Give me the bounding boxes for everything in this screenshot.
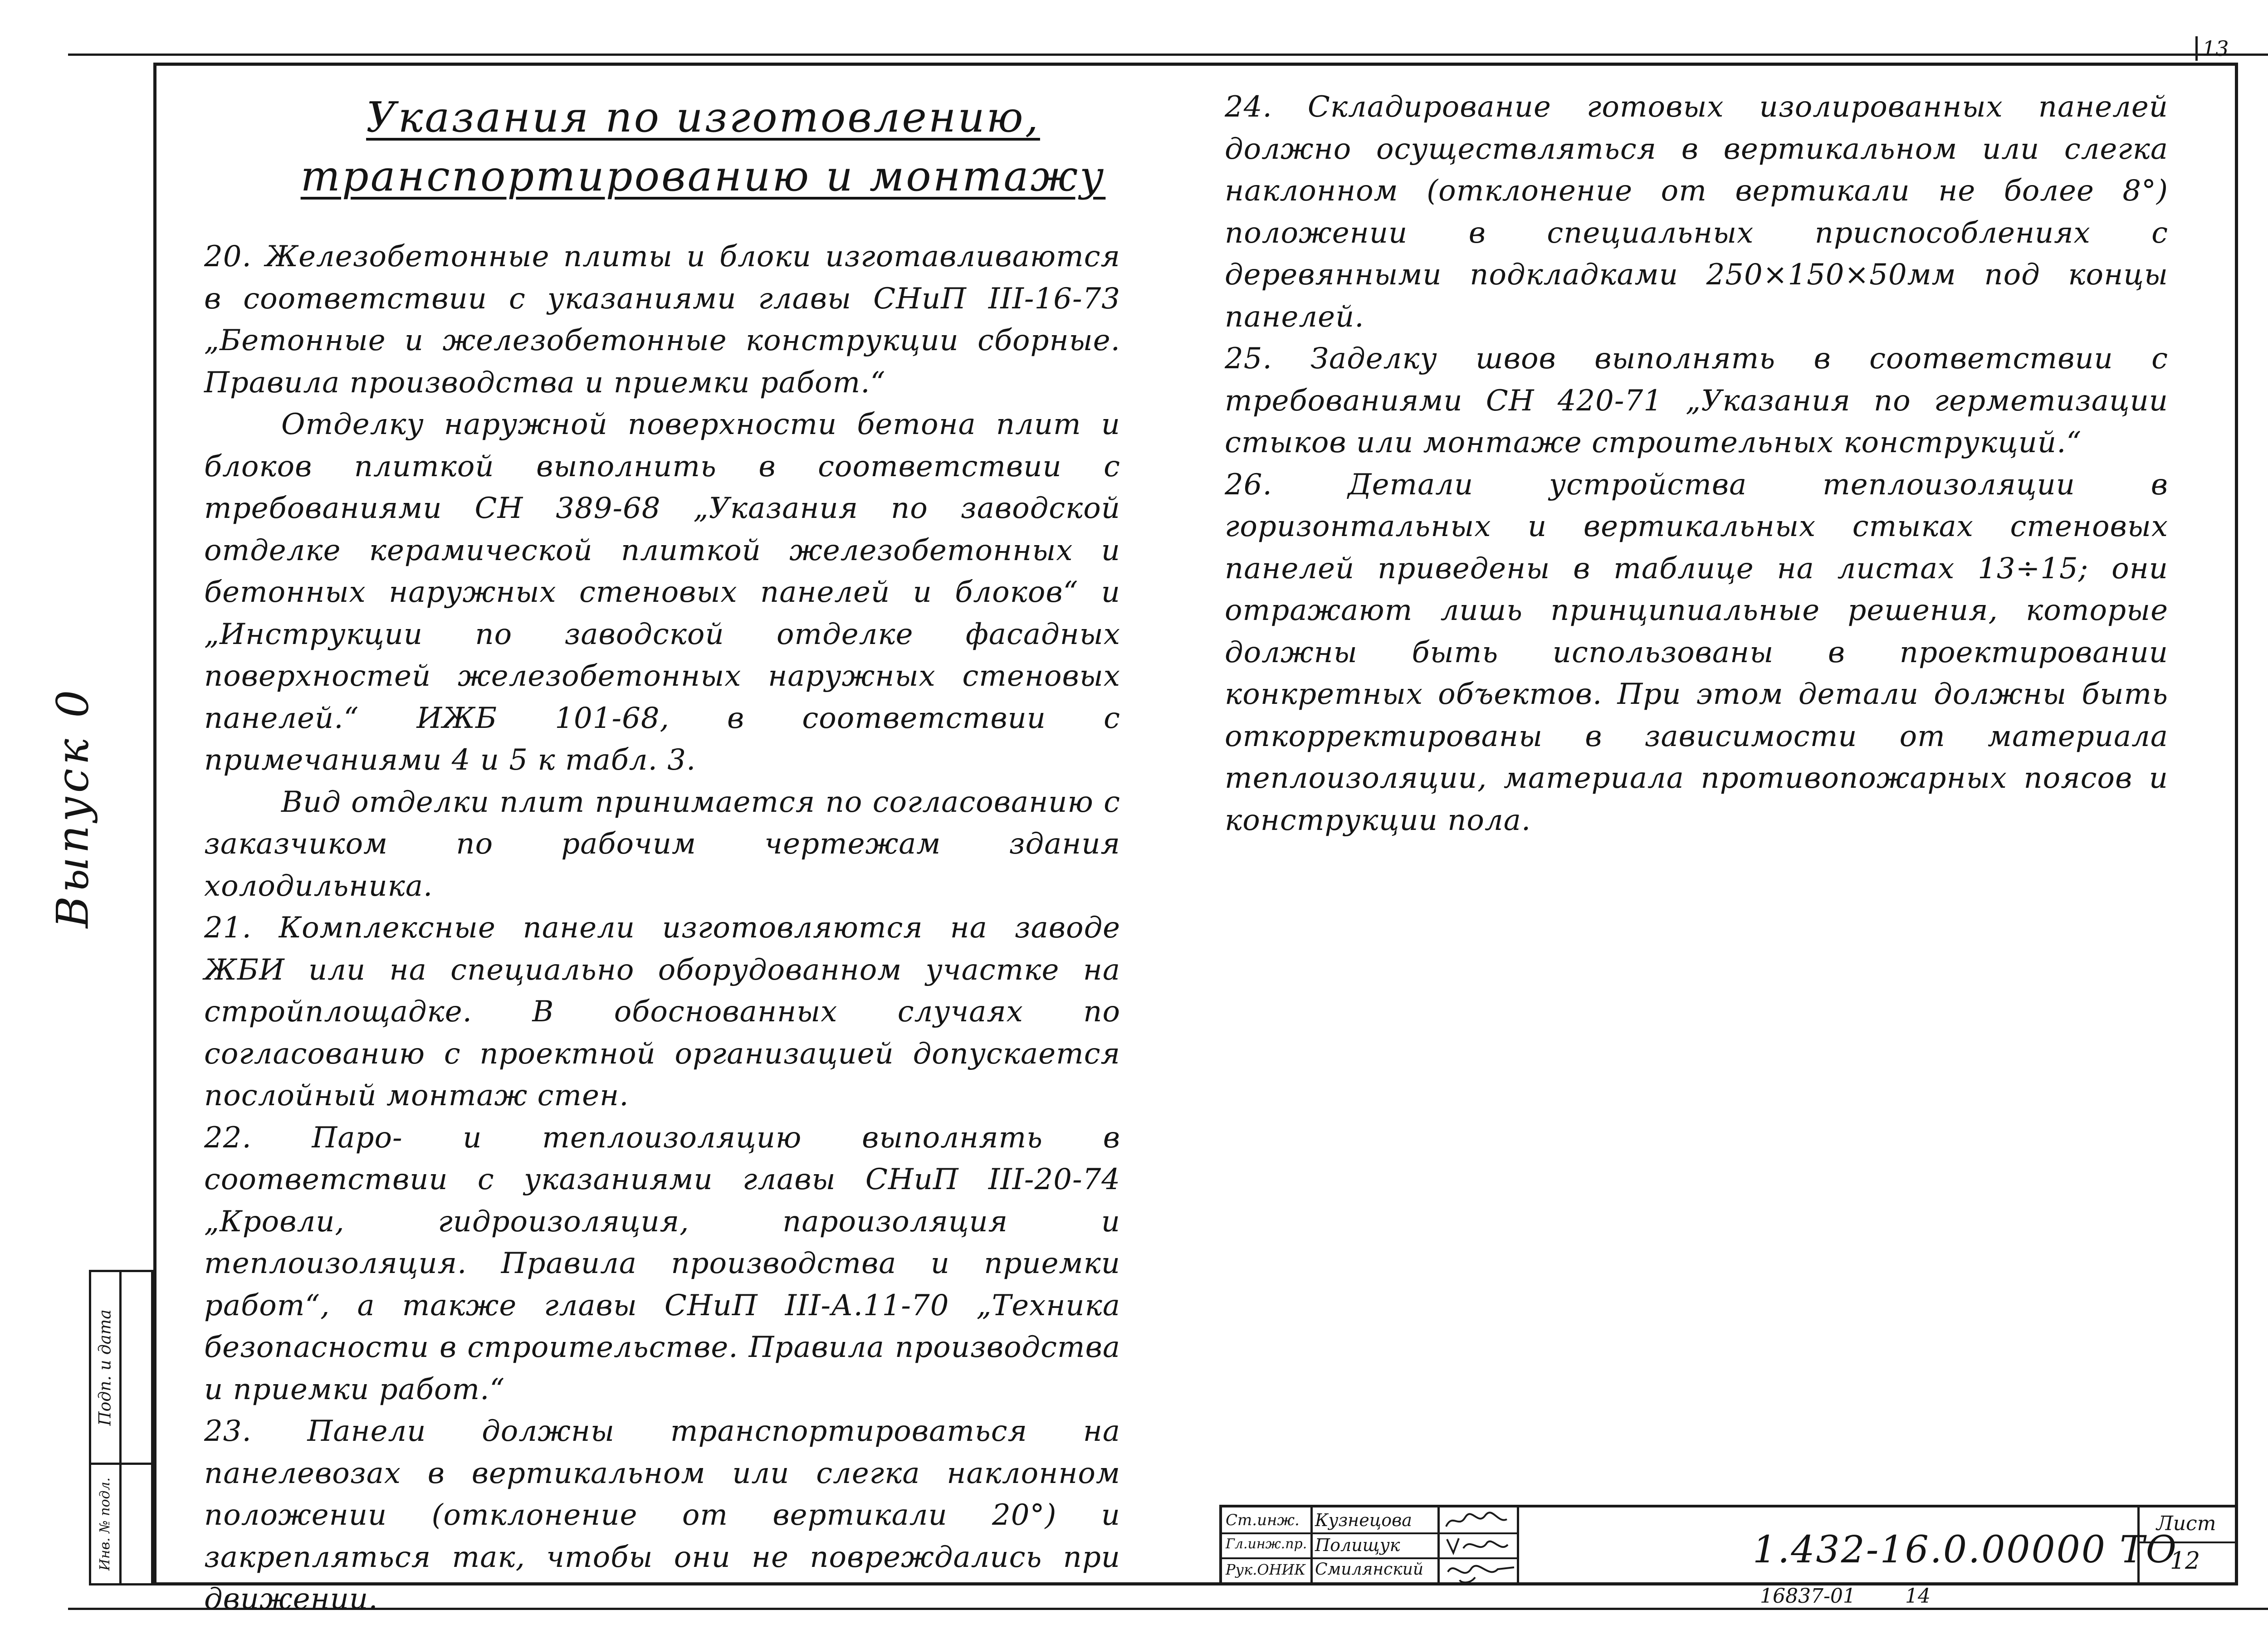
left-stamp	[89, 1270, 153, 1585]
stamp-inventory	[91, 1465, 119, 1583]
stamp-inventory-label: Инв. № подл.	[97, 1477, 113, 1571]
top-rule	[68, 54, 2268, 56]
stamp-signature-date-label: Подп. и дата	[96, 1309, 115, 1426]
title-block-role-1: Ст.инж.	[1226, 1511, 1300, 1529]
right-text-column	[1225, 86, 2168, 841]
page-number-top: 13	[2195, 36, 2229, 61]
title-block-role-3: Рук.ОНИК	[1226, 1561, 1306, 1578]
paragraph-23: 23. Панели должны транспортироваться на панелевозах в вертикальном или слегка наклонном положении (отклонение от вертикали 20°) и закрепляться так, чтобы они не повреждались при движении.	[204, 1415, 1120, 1616]
document-code: 1.432-16.0.00000 ТО	[1753, 1528, 2178, 1571]
paragraph-20-finish-type: Вид отделки плит принимается по согласованию с заказчиком по рабочим чертежам здания холодильника.	[204, 785, 1120, 903]
issue-label	[45, 644, 100, 971]
left-text-column	[204, 236, 1120, 1620]
title-block-name-3: Смилянский	[1315, 1560, 1424, 1579]
paragraph-20: 20. Железобетонные плиты и блоки изготавливаются в соответствии с указаниями главы СНиП III-16-73 „Бетонные и железобетонные конструкции сборные. Правила производства и приемки работ.“	[204, 240, 1120, 400]
title-block-name-2: Полищук	[1315, 1535, 1400, 1555]
title-block	[1219, 1505, 2238, 1585]
signature-3	[1443, 1559, 1516, 1584]
page-title-line-2: транспортированию и монтажу	[300, 152, 1106, 200]
copy-number: 14	[1905, 1585, 1931, 1608]
paragraph-21: 21. Комплексные панели изготовляются на заводе ЖБИ или на специально оборудованном участке на стройплощадке. В обоснованных случаях по согласованию с проектной организацией допускается послойный монтаж стен.	[204, 911, 1120, 1112]
paragraph-22: 22. Паро- и теплоизоляцию выполнять в соответствии с указаниями главы СНиП III-20-74 „Кровли, гидроизоляция, пароизоляция и теплоизоляция. Правила производства и приемки работ“, а также главы СНиП III-А.11-70 „Техника безопасности в строительстве. Правила производства и приемки работ.“	[204, 1121, 1120, 1406]
paragraph-25: 25. Заделку швов выполнять в соответствии с требованиями СН 420-71 „Указания по герметизации стыков или монтаже строительных конструкций.“	[1225, 342, 2168, 459]
title-block-role-2: Гл.инж.пр.	[1226, 1536, 1307, 1552]
paragraph-24: 24. Складирование готовых изолированных панелей должно осуществляться в вертикальном или слегка наклонном (отклонение от вертикали не более 8°) положении в специальных приспособлениях с деревянными подкладками 250×150×50мм под концы панелей.	[1225, 90, 2168, 334]
stamp-signature-date	[91, 1272, 119, 1463]
paragraph-20-finishing: Отделку наружной поверхности бетона плит и блоков плиткой выполнить в соответствии с требованиями СН 389-68 „Указания по заводской отделке керамической плиткой железобетонных и бетонных наружных стеновых панелей и блоков“ и „Инструкции по заводской отделке фасадных поверхностей железобетонных наружных стеновых панелей.“ ИЖБ 101-68, в соответствии с примечаниями 4 и 5 к табл. 3.	[204, 408, 1120, 777]
sheet-number: 12	[2170, 1547, 2200, 1575]
archive-number: 16837-01	[1760, 1585, 1856, 1608]
issue-label-text: Выпуск 0	[47, 686, 98, 928]
signature-1	[1443, 1510, 1511, 1532]
sheet-label: Лист	[2156, 1512, 2216, 1535]
paragraph-26: 26. Детали устройства теплоизоляции в горизонтальных и вертикальных стыках стеновых панелей приведены в таблице на листах 13÷15; они отражают лишь принципиальные решения, которые должны быть использованы в проектировании конкретных объектов. При этом детали должны быть откорректированы в зависимости от материала теплоизоляции, материала противопожарных поясов и конструкции пола.	[1225, 468, 2168, 837]
title-block-name-1: Кузнецова	[1315, 1510, 1412, 1530]
signature-2	[1443, 1535, 1511, 1556]
page-title-line-1: Указания по изготовлению,	[366, 93, 1040, 141]
